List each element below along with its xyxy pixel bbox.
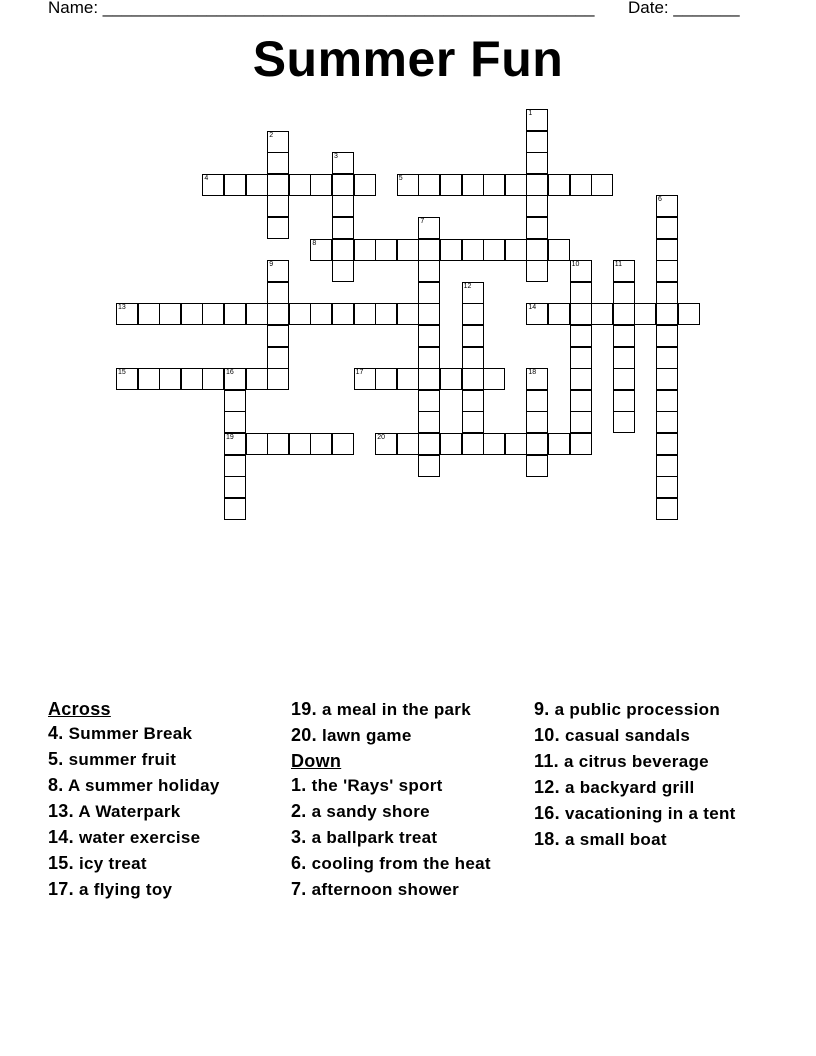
grid-cell[interactable]	[138, 368, 160, 390]
cell-number: 10	[571, 261, 580, 269]
clue-text: a meal in the park	[321, 700, 471, 719]
cell-number: 11	[614, 261, 623, 269]
grid-cell[interactable]	[289, 174, 311, 196]
grid-cell[interactable]	[246, 303, 268, 325]
grid-cell[interactable]	[505, 239, 527, 261]
grid-cell[interactable]	[332, 152, 354, 174]
grid-cell[interactable]	[246, 433, 268, 455]
grid-cell[interactable]	[267, 282, 289, 304]
clue-text: afternoon shower	[311, 880, 460, 899]
clue-number: 2.	[291, 801, 307, 821]
clue-text: water exercise	[78, 828, 201, 847]
grid-cell[interactable]	[332, 217, 354, 239]
grid-cell[interactable]	[332, 174, 354, 196]
clue-down-10	[534, 726, 764, 745]
grid-cell[interactable]	[526, 390, 548, 412]
clue-number: 17.	[48, 879, 74, 899]
grid-cell[interactable]	[267, 347, 289, 369]
grid-cell[interactable]	[418, 455, 440, 477]
grid-cell[interactable]	[570, 282, 592, 304]
grid-cell[interactable]	[289, 303, 311, 325]
grid-cell[interactable]	[570, 303, 592, 325]
grid-cell[interactable]	[418, 390, 440, 412]
clue-down-3	[291, 828, 527, 847]
clue-number: 13.	[48, 801, 74, 821]
grid-cell[interactable]	[656, 476, 678, 498]
clue-text: a sandy shore	[311, 802, 430, 821]
grid-cell[interactable]	[526, 411, 548, 433]
clue-text: lawn game	[321, 726, 412, 745]
grid-cell[interactable]	[656, 282, 678, 304]
puzzle-title: Summer Fun	[252, 31, 564, 87]
grid-cell[interactable]	[462, 239, 484, 261]
grid-cell[interactable]	[267, 152, 289, 174]
grid-cell[interactable]	[224, 174, 246, 196]
grid-cell[interactable]	[656, 455, 678, 477]
grid-cell[interactable]	[570, 433, 592, 455]
grid-cell[interactable]	[418, 260, 440, 282]
grid-cell[interactable]	[224, 390, 246, 412]
cell-number: 2	[269, 131, 274, 139]
grid-cell[interactable]	[634, 303, 656, 325]
grid-cell[interactable]	[462, 433, 484, 455]
grid-cell[interactable]	[613, 390, 635, 412]
grid-cell[interactable]	[418, 174, 440, 196]
cell-number: 7	[420, 218, 425, 225]
clue-text: a backyard grill	[564, 778, 695, 797]
cell-number: 9	[269, 261, 274, 269]
cell-number: 1	[528, 110, 533, 117]
grid-cell[interactable]	[267, 195, 289, 217]
grid-cell[interactable]	[397, 174, 419, 196]
grid-cell[interactable]	[310, 174, 332, 196]
grid-cell[interactable]	[548, 433, 570, 455]
grid-cell[interactable]	[246, 368, 268, 390]
grid-cell[interactable]	[483, 174, 505, 196]
grid-cell[interactable]	[418, 433, 440, 455]
grid-cell[interactable]	[418, 368, 440, 390]
grid-cell[interactable]	[375, 368, 397, 390]
clue-number: 18.	[534, 829, 560, 849]
grid-cell[interactable]	[289, 433, 311, 455]
grid-cell[interactable]	[332, 195, 354, 217]
clue-number: 10.	[534, 725, 560, 745]
clue-down-11	[534, 752, 764, 771]
clue-across-14	[48, 828, 284, 847]
grid-cell[interactable]	[613, 411, 635, 433]
grid-cell[interactable]	[224, 433, 246, 455]
grid-cell[interactable]	[462, 303, 484, 325]
grid-cell[interactable]	[526, 152, 548, 174]
grid-cell[interactable]	[418, 239, 440, 261]
clue-down-7	[291, 880, 527, 899]
grid-cell[interactable]	[526, 368, 548, 390]
grid-cell[interactable]	[418, 217, 440, 239]
clue-text: vacationing in a tent	[564, 804, 736, 823]
grid-cell[interactable]	[354, 239, 376, 261]
clue-number: 3.	[291, 827, 307, 847]
clue-down-6	[291, 854, 527, 873]
clue-text: the 'Rays' sport	[311, 776, 443, 795]
cell-number: 6	[658, 196, 662, 204]
grid-cell[interactable]	[440, 239, 462, 261]
grid-cell[interactable]	[656, 195, 678, 217]
clue-number: 7.	[291, 879, 307, 899]
grid-cell[interactable]	[462, 282, 484, 304]
clue-down-9	[534, 700, 764, 719]
clue-across-4	[48, 724, 284, 743]
grid-cell[interactable]	[526, 131, 548, 153]
grid-cell[interactable]	[656, 411, 678, 433]
grid-cell[interactable]	[526, 109, 548, 131]
grid-cell[interactable]	[224, 455, 246, 477]
clue-across-20	[291, 726, 527, 745]
grid-cell[interactable]	[462, 347, 484, 369]
grid-cell[interactable]	[418, 303, 440, 325]
grid-cell[interactable]	[570, 325, 592, 347]
clue-text: a small boat	[564, 830, 667, 849]
grid-cell[interactable]	[548, 303, 570, 325]
grid-cell[interactable]	[332, 260, 354, 282]
cell-number: 3	[334, 153, 338, 161]
grid-cell[interactable]	[375, 433, 397, 455]
grid-cell[interactable]	[613, 303, 635, 325]
clue-column-1	[48, 700, 284, 906]
grid-cell[interactable]	[613, 260, 635, 282]
grid-cell[interactable]	[181, 303, 203, 325]
grid-cell[interactable]	[526, 303, 548, 325]
grid-cell[interactable]	[613, 368, 635, 390]
grid-cell[interactable]	[656, 325, 678, 347]
grid-cell[interactable]	[656, 239, 678, 261]
grid-cell[interactable]	[418, 282, 440, 304]
grid-cell[interactable]	[267, 174, 289, 196]
cell-number: 17	[355, 369, 364, 377]
grid-cell[interactable]	[656, 347, 678, 369]
name-field-label: Name: ____________________________________________________	[48, 0, 595, 17]
grid-cell[interactable]	[613, 325, 635, 347]
grid-cell[interactable]	[224, 303, 246, 325]
grid-cell[interactable]	[354, 368, 376, 390]
grid-cell[interactable]	[591, 303, 613, 325]
grid-cell[interactable]	[224, 476, 246, 498]
clue-text: A Waterpark	[78, 802, 181, 821]
clue-text: summer fruit	[68, 750, 177, 769]
grid-cell[interactable]	[570, 347, 592, 369]
grid-cell[interactable]	[440, 368, 462, 390]
clue-across-15	[48, 854, 284, 873]
grid-cell[interactable]	[656, 260, 678, 282]
clue-number: 8.	[48, 775, 64, 795]
clue-down-16	[534, 804, 764, 823]
grid-cell[interactable]	[526, 174, 548, 196]
across-heading: Across	[48, 699, 111, 719]
cell-number: 19	[226, 434, 234, 441]
clue-text: cooling from the heat	[311, 854, 491, 873]
clue-across-5	[48, 750, 284, 769]
grid-cell[interactable]	[116, 303, 138, 325]
grid-cell[interactable]	[505, 433, 527, 455]
grid-cell[interactable]	[267, 368, 289, 390]
clue-number: 1.	[291, 775, 307, 795]
clue-text: Summer Break	[68, 724, 193, 743]
cell-number: 15	[118, 369, 126, 377]
grid-cell[interactable]	[678, 303, 700, 325]
grid-cell[interactable]	[570, 368, 592, 390]
grid-cell[interactable]	[418, 411, 440, 433]
grid-cell[interactable]	[354, 303, 376, 325]
grid-cell[interactable]	[462, 174, 484, 196]
grid-cell[interactable]	[138, 303, 160, 325]
clue-number: 19.	[291, 699, 317, 719]
grid-cell[interactable]	[483, 368, 505, 390]
grid-cell[interactable]	[526, 433, 548, 455]
grid-cell[interactable]	[591, 174, 613, 196]
grid-cell[interactable]	[570, 260, 592, 282]
grid-cell[interactable]	[224, 368, 246, 390]
grid-cell[interactable]	[159, 303, 181, 325]
cell-number: 18	[528, 369, 537, 377]
grid-cell[interactable]	[375, 303, 397, 325]
grid-cell[interactable]	[462, 390, 484, 412]
grid-cell[interactable]	[332, 239, 354, 261]
grid-cell[interactable]	[526, 260, 548, 282]
grid-cell[interactable]	[267, 131, 289, 153]
cell-number: 8	[312, 239, 317, 247]
grid-cell[interactable]	[462, 325, 484, 347]
grid-cell[interactable]	[526, 455, 548, 477]
grid-cell[interactable]	[397, 303, 419, 325]
clue-number: 5.	[48, 749, 64, 769]
clue-number: 11.	[534, 751, 559, 771]
clue-number: 12.	[534, 777, 560, 797]
clue-column-2	[291, 700, 527, 906]
clue-across-8	[48, 776, 284, 795]
clue-down-1	[291, 776, 527, 795]
clue-number: 14.	[48, 827, 74, 847]
clue-down-12	[534, 778, 764, 797]
grid-cell[interactable]	[483, 433, 505, 455]
clue-number: 4.	[48, 723, 64, 743]
grid-cell[interactable]	[332, 433, 354, 455]
grid-cell[interactable]	[397, 239, 419, 261]
clue-column-3	[534, 700, 764, 856]
grid-cell[interactable]	[267, 303, 289, 325]
grid-cell[interactable]	[332, 303, 354, 325]
cell-number: 5	[398, 174, 403, 182]
grid-cell[interactable]	[267, 433, 289, 455]
grid-cell[interactable]	[224, 498, 246, 520]
grid-cell[interactable]	[570, 390, 592, 412]
grid-cell[interactable]	[310, 303, 332, 325]
grid-cell[interactable]	[397, 433, 419, 455]
grid-cell[interactable]	[526, 239, 548, 261]
grid-cell[interactable]	[656, 390, 678, 412]
grid-cell[interactable]	[505, 174, 527, 196]
grid-cell[interactable]	[526, 195, 548, 217]
grid-cell[interactable]	[116, 368, 138, 390]
grid-cell[interactable]	[267, 325, 289, 347]
grid-cell[interactable]	[246, 174, 268, 196]
cell-number: 16	[226, 369, 234, 377]
grid-cell[interactable]	[526, 217, 548, 239]
grid-cell[interactable]	[570, 174, 592, 196]
clue-text: a ballpark treat	[311, 828, 438, 847]
grid-cell[interactable]	[462, 411, 484, 433]
cell-number: 20	[377, 434, 385, 441]
grid-cell[interactable]	[656, 498, 678, 520]
grid-cell[interactable]	[202, 303, 224, 325]
grid-cell[interactable]	[483, 239, 505, 261]
clue-text: a citrus beverage	[563, 752, 709, 771]
grid-cell[interactable]	[440, 433, 462, 455]
grid-cell[interactable]	[656, 433, 678, 455]
clue-number: 9.	[534, 699, 550, 719]
grid-cell[interactable]	[224, 411, 246, 433]
clue-number: 16.	[534, 803, 560, 823]
grid-cell[interactable]	[462, 368, 484, 390]
date-field-label: Date: _______	[628, 0, 740, 17]
grid-cell[interactable]	[418, 325, 440, 347]
clue-text: a public procession	[554, 700, 721, 719]
grid-cell[interactable]	[181, 368, 203, 390]
cell-number: 13	[118, 304, 126, 312]
grid-cell[interactable]	[613, 347, 635, 369]
grid-cell[interactable]	[656, 217, 678, 239]
clue-text: a flying toy	[78, 880, 173, 899]
grid-cell[interactable]	[656, 303, 678, 325]
cell-number: 14	[528, 304, 537, 312]
clue-number: 15.	[48, 853, 74, 873]
grid-cell[interactable]	[267, 260, 289, 282]
grid-cell[interactable]	[440, 174, 462, 196]
grid-cell[interactable]	[570, 411, 592, 433]
clue-text: casual sandals	[564, 726, 691, 745]
clue-across-17	[48, 880, 284, 899]
grid-cell[interactable]	[418, 347, 440, 369]
grid-cell[interactable]	[310, 433, 332, 455]
cell-number: 12	[463, 282, 472, 290]
clue-text: A summer holiday	[68, 776, 220, 795]
clue-across-19	[291, 700, 527, 719]
clue-down-2	[291, 802, 527, 821]
down-heading: Down	[291, 751, 342, 771]
grid-cell[interactable]	[202, 174, 224, 196]
clue-number: 20.	[291, 725, 317, 745]
grid-cell[interactable]	[548, 239, 570, 261]
clue-across-13	[48, 802, 284, 821]
grid-cell[interactable]	[202, 368, 224, 390]
grid-cell[interactable]	[375, 239, 397, 261]
grid-cell[interactable]	[397, 368, 419, 390]
clue-text: icy treat	[78, 854, 147, 873]
grid-cell[interactable]	[310, 239, 332, 261]
cell-number: 4	[204, 174, 209, 182]
grid-cell[interactable]	[613, 282, 635, 304]
grid-cell[interactable]	[159, 368, 181, 390]
grid-cell[interactable]	[656, 368, 678, 390]
grid-cell[interactable]	[354, 174, 376, 196]
grid-cell[interactable]	[267, 217, 289, 239]
clue-down-18	[534, 830, 764, 849]
grid-cell[interactable]	[548, 174, 570, 196]
clue-number: 6.	[291, 853, 307, 873]
